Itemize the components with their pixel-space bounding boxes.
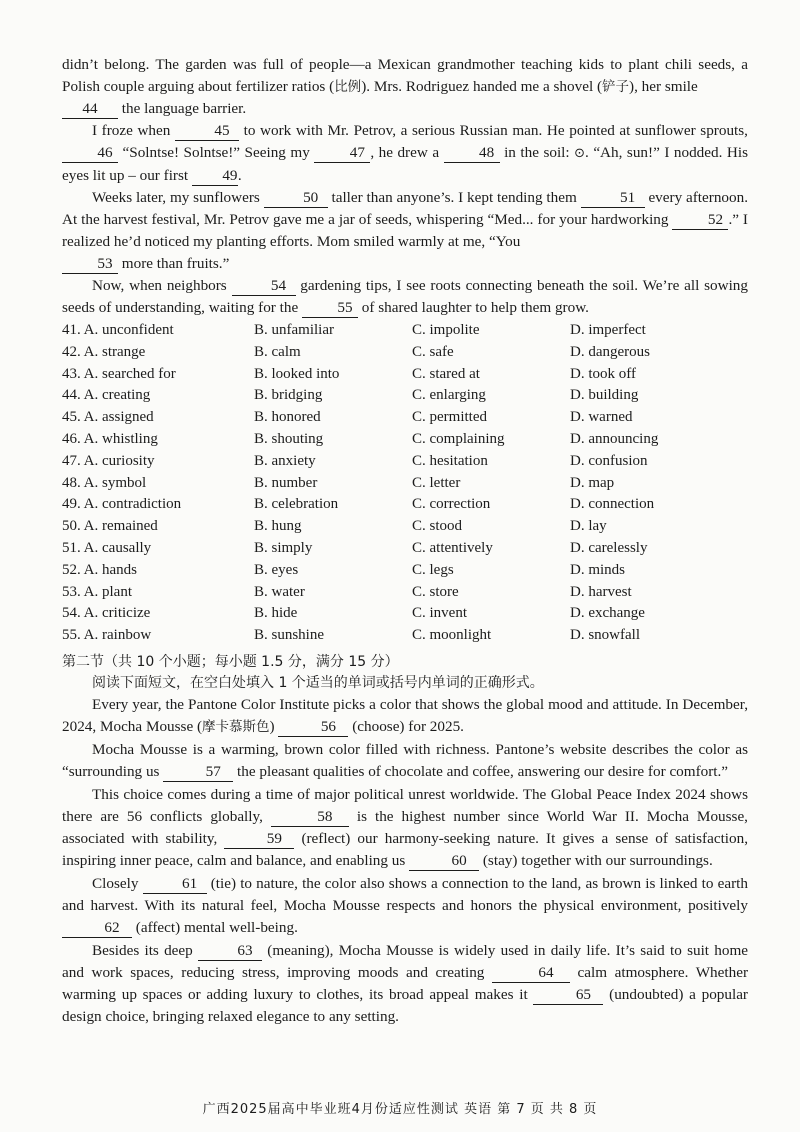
- option-choice: C. attentively: [412, 539, 493, 556]
- option-choice: 50. A. remained: [62, 518, 158, 535]
- option-row: [62, 451, 752, 473]
- blank-59: 59: [224, 830, 294, 849]
- option-choice: 55. A. rainbow: [62, 627, 152, 644]
- option-choice: B. hung: [254, 518, 302, 535]
- option-choice: B. number: [254, 474, 318, 491]
- option-choice: 49. A. contradiction: [62, 496, 182, 513]
- option-choice: 45. A. assigned: [62, 409, 154, 426]
- option-row: [62, 407, 752, 429]
- option-choice: C. impolite: [412, 322, 480, 338]
- option-choice: D. carelessly: [570, 539, 648, 556]
- option-choice: B. anxiety: [254, 452, 316, 469]
- option-choice: C. moonlight: [412, 627, 492, 644]
- option-choice: 52. A. hands: [62, 561, 137, 578]
- option-choice: 44. A. creating: [62, 387, 151, 404]
- option-choice: B. hide: [254, 605, 298, 622]
- option-choice: B. bridging: [254, 387, 323, 404]
- option-choice: D. confusion: [570, 452, 648, 469]
- paragraph: I froze when 45 to work with Mr. Petrov, a serious Russian man. He pointed at sunflower sprouts, 46 “Solntse! Solntse!” Seeing my 47 , he drew a 48 in the soil: ⊙. “Ah, sun!” I nodded. His eyes lit up – our first 49.: [62, 122, 748, 184]
- blank-47: 47: [314, 144, 370, 163]
- option-choice: C. permitted: [412, 409, 487, 426]
- blank-44: 44: [62, 100, 118, 119]
- option-choice: D. warned: [570, 409, 633, 426]
- option-choice: B. honored: [254, 409, 321, 426]
- blank-62: 62: [62, 919, 132, 938]
- blank-46: 46: [62, 144, 118, 163]
- answer-options: [62, 320, 752, 647]
- blank-58: 58: [271, 808, 349, 827]
- option-choice: B. eyes: [254, 561, 299, 578]
- paragraph: Closely 61 (tie) to nature, the color also shows a connection to the land, as brown is linked to earth and harvest. With its natural feel, Mocha Mousse respects and honors the physical environment, positively 62 (affect) mental well-being.: [62, 875, 748, 936]
- option-choice: C. invent: [412, 605, 467, 622]
- option-choice: 53. A. plant: [62, 583, 132, 600]
- option-choice: C. hesitation: [412, 452, 488, 469]
- blank-55: 55: [302, 299, 358, 318]
- blank-48: 48: [444, 144, 500, 163]
- option-choice: C. complaining: [412, 430, 505, 447]
- blank-45: 45: [175, 122, 239, 141]
- option-choice: D. took off: [570, 365, 636, 382]
- paragraph: This choice comes during a time of major political unrest worldwide. The Global Peace Index 2024 shows there are 56 conflicts globally, 58 is the highest number since World War II. Mocha Mousse, associated with stability, 59 (reflect) our harmony-seeking nature. It gives a sense of satisfaction, inspiring inner peace, calm and balance, and enabling us 60 (stay) together with our surroundings.: [62, 786, 748, 869]
- blank-56: 56: [278, 718, 348, 737]
- option-row: [62, 342, 752, 364]
- blank-50: 50: [264, 189, 328, 208]
- blank-61: 61: [143, 875, 207, 894]
- paragraph: Every year, the Pantone Color Institute picks a color that shows the global mood and attitude. In December, 2024, Mocha Mousse (摩卡慕斯色) 56 (choose) for 2025.: [62, 696, 748, 735]
- option-choice: B. calm: [254, 343, 301, 360]
- option-choice: B. water: [254, 583, 305, 600]
- blank-64: 64: [492, 964, 570, 983]
- option-choice: C. correction: [412, 496, 491, 513]
- grammar-fill-passage: [62, 694, 748, 1029]
- option-choice: C. store: [412, 583, 459, 600]
- option-choice: 46. A. whistling: [62, 430, 158, 447]
- blank-63: 63: [198, 942, 262, 961]
- option-choice: C. enlarging: [412, 387, 486, 404]
- option-choice: C. safe: [412, 343, 454, 360]
- option-choice: D. exchange: [570, 605, 645, 622]
- option-choice: B. sunshine: [254, 627, 325, 644]
- option-row: [62, 516, 752, 538]
- option-choice: B. simply: [254, 539, 313, 556]
- option-choice: B. shouting: [254, 430, 324, 447]
- option-choice: B. looked into: [254, 365, 340, 382]
- option-choice: D. announcing: [570, 430, 659, 447]
- option-choice: D. snowfall: [570, 627, 640, 644]
- option-choice: C. stared at: [412, 365, 480, 382]
- option-choice: D. minds: [570, 561, 626, 578]
- option-choice: D. dangerous: [570, 343, 650, 360]
- blank-51: 51: [581, 189, 645, 208]
- option-row: [62, 320, 752, 342]
- option-choice: 43. A. searched for: [62, 365, 176, 382]
- blank-54: 54: [232, 277, 296, 296]
- option-row: [62, 364, 752, 386]
- blank-60: 60: [409, 852, 479, 871]
- option-row: [62, 603, 752, 625]
- option-choice: D. lay: [570, 518, 607, 535]
- option-choice: 42. A. strange: [62, 343, 146, 360]
- paragraph: Now, when neighbors 54 gardening tips, I see roots connecting beneath the soil. We’re all sowing seeds of understanding, waiting for the 55 of shared laughter to help them grow.: [62, 277, 748, 316]
- option-row: [62, 473, 752, 495]
- cloze-passage: [62, 54, 748, 319]
- option-choice: 51. A. causally: [62, 539, 152, 556]
- page-footer: 广西2025届高中毕业班4月份适应性测试 英语 第 7 页 共 8 页: [202, 1102, 598, 1117]
- option-row: [62, 385, 752, 407]
- blank-53: 53: [62, 255, 118, 274]
- option-row: [62, 582, 752, 604]
- option-row: [62, 494, 752, 516]
- option-row: [62, 429, 752, 451]
- blank-52: 52: [672, 211, 728, 230]
- option-choice: C. legs: [412, 561, 454, 578]
- paragraph: Besides its deep 63 (meaning), Mocha Mousse is widely used in daily life. It’s said to suit home and work spaces, reducing stress, improving moods and creating 64 calm atmosphere. Whether warming up spaces or adding luxury to clothes, its broad appeal makes it 65 (undoubted) a popular design choice, bringing relaxed elegance to any setting.: [62, 942, 749, 1025]
- option-row: [62, 625, 752, 647]
- section-instruction: 阅读下面短文，在空白处填入 1 个适当的单词或括号内单词的正确形式。: [92, 675, 544, 691]
- option-choice: 48. A. symbol: [62, 474, 147, 491]
- sun-symbol-icon: ⊙: [574, 146, 586, 161]
- option-choice: B. celebration: [254, 496, 339, 513]
- option-choice: B. unfamiliar: [254, 322, 334, 338]
- option-choice: 54. A. criticize: [62, 605, 151, 622]
- option-choice: 41. A. unconfident: [62, 322, 174, 338]
- option-choice: 47. A. curiosity: [62, 452, 155, 469]
- option-choice: D. map: [570, 474, 615, 491]
- option-row: [62, 538, 752, 560]
- option-choice: D. imperfect: [570, 322, 646, 338]
- option-choice: D. harvest: [570, 583, 632, 600]
- section-heading: 第二节（共 10 个小题；每小题 1.5 分，满分 15 分）: [62, 654, 399, 670]
- paragraph: Weeks later, my sunflowers 50 taller than anyone’s. I kept tending them 51 every afternoon. At the harvest festival, Mr. Petrov gave me a jar of seeds, whispering “Med... for your hardworking 52 .” I realized he’d noticed my planting efforts. Mom smiled warmly at me, “You 53 more than fruits.”: [62, 189, 748, 272]
- blank-57: 57: [163, 763, 233, 782]
- blank-49: 49: [192, 167, 238, 186]
- option-choice: D. connection: [570, 496, 655, 513]
- option-choice: C. letter: [412, 474, 461, 491]
- paragraph: Mocha Mousse is a warming, brown color filled with richness. Pantone’s website describes the color as “surrounding us 57 the pleasant qualities of chocolate and coffee, answering our desire for comfort.”: [62, 741, 748, 780]
- blank-65: 65: [533, 986, 603, 1005]
- option-row: [62, 560, 752, 582]
- paragraph: didn’t belong. The garden was full of people—a Mexican grandmother teaching kids to plant chili seeds, a Polish couple arguing about fertilizer ratios (比例). Mrs. Rodriguez handed me a shovel (铲子), her smile 44 the language barrier.: [62, 56, 748, 117]
- option-choice: C. stood: [412, 518, 463, 535]
- option-choice: D. building: [570, 387, 639, 404]
